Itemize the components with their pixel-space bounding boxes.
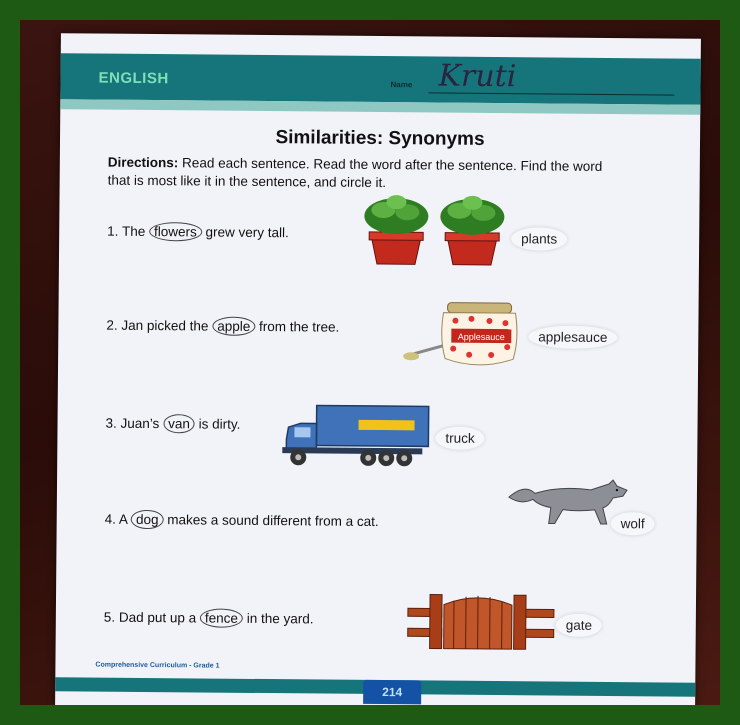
q2-before: 2. Jan picked the (106, 317, 209, 334)
directions-label: Directions: (107, 154, 179, 171)
handwritten-name: Kruti (438, 58, 517, 95)
jar-label: Applesauce (457, 331, 505, 343)
question-2 (106, 316, 339, 337)
applesauce-jar-icon (403, 298, 524, 371)
subject-label: ENGLISH (98, 69, 169, 88)
question-1 (107, 222, 289, 243)
question-5 (104, 608, 314, 629)
q3-circled-word[interactable]: van (163, 414, 195, 433)
q1-before: 1. The (107, 223, 146, 239)
page-title: Similarities: Synonyms (275, 127, 485, 150)
answer-truck: truck (435, 427, 484, 450)
answer-applesauce: applesauce (528, 325, 617, 349)
q5-circled-word[interactable]: fence (200, 608, 243, 627)
question-3 (105, 414, 240, 434)
page-number: 214 (363, 680, 421, 705)
q1-circled-word[interactable]: flowers (149, 222, 202, 241)
q5-after: in the yard. (246, 610, 314, 627)
q4-after: makes a sound different from a cat. (167, 512, 379, 530)
truck-icon (282, 403, 433, 470)
q3-before: 3. Juan’s (105, 415, 160, 432)
q4-circled-word[interactable]: dog (131, 510, 164, 529)
answer-plants: plants (511, 227, 567, 250)
q3-after: is dirty. (198, 416, 241, 432)
footer-curriculum: Comprehensive Curriculum - Grade 1 (95, 661, 220, 670)
q5-before: 5. Dad put up a (103, 609, 197, 626)
name-label: Name (390, 80, 413, 90)
gate-icon (408, 590, 559, 651)
q2-circled-word[interactable]: apple (212, 317, 255, 336)
worksheet (55, 33, 701, 705)
wooden-table (20, 20, 720, 705)
answer-gate: gate (556, 614, 602, 637)
q4-before: 4. A (104, 511, 128, 527)
q1-after: grew very tall. (205, 224, 289, 241)
potted-plants-icon (359, 194, 510, 267)
directions (108, 154, 608, 194)
answer-wolf: wolf (611, 512, 655, 535)
question-4 (105, 510, 379, 531)
directions-text: Read each sentence. Read the word after the sentence. Find the word that is most like it in the sentence, and circle it. (107, 155, 603, 191)
q2-after: from the tree. (258, 318, 340, 335)
